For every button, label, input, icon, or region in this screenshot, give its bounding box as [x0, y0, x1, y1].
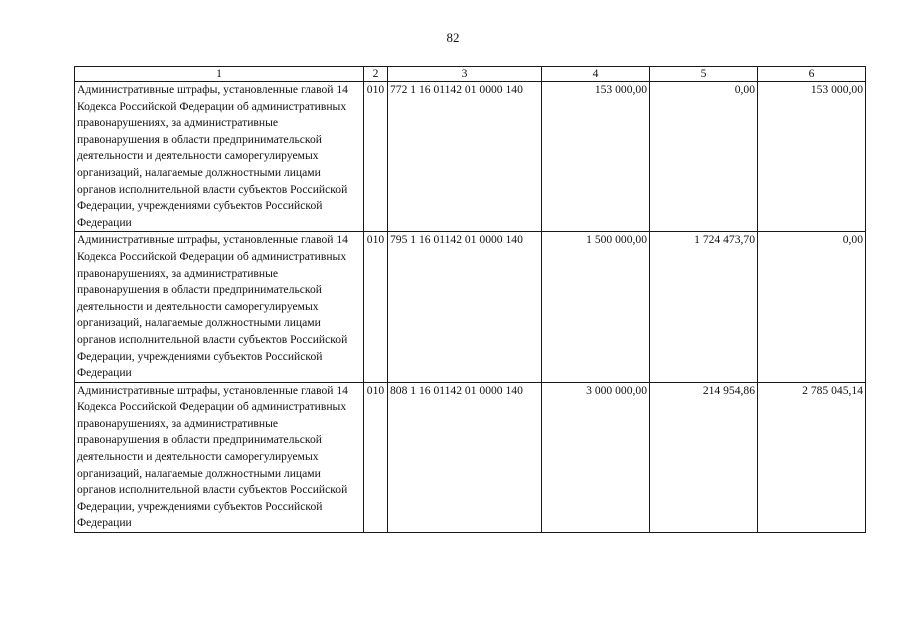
row-description: Административные штрафы, установленные главой 14 Кодекса Российской Федерации об административных правонарушениях, за административные правонарушения в области предпринимательской деятельности и деятельности саморегулируемых организаций, налагаемые должностными лицами органов исполнительной власти субъектов Российской Федерации, учреждениями субъектов Российской Федерации: [75, 82, 364, 232]
row-admin-code: 010: [364, 82, 388, 232]
row-admin-code: 010: [364, 382, 388, 532]
column-header-3: 3: [388, 67, 542, 82]
row-kbk-code: 808 1 16 01142 01 0000 140: [388, 382, 542, 532]
column-number-row: [75, 67, 866, 82]
page-number: 82: [446, 30, 460, 45]
row-admin-code: 010: [364, 232, 388, 382]
column-header-1: 1: [75, 67, 364, 82]
row-unexecuted-amount: 2 785 045,14: [758, 382, 866, 532]
row-approved-amount: 153 000,00: [542, 82, 650, 232]
row-unexecuted-amount: 153 000,00: [758, 82, 866, 232]
row-unexecuted-amount: 0,00: [758, 232, 866, 382]
row-executed-amount: 0,00: [650, 82, 758, 232]
column-header-6: 6: [758, 67, 866, 82]
row-approved-amount: 3 000 000,00: [542, 382, 650, 532]
row-kbk-code: 772 1 16 01142 01 0000 140: [388, 82, 542, 232]
row-description: Административные штрафы, установленные главой 14 Кодекса Российской Федерации об административных правонарушениях, за административные правонарушения в области предпринимательской деятельности и деятельности саморегулируемых организаций, налагаемые должностными лицами органов исполнительной власти субъектов Российской Федерации, учреждениями субъектов Российской Федерации: [75, 382, 364, 532]
table-row: [75, 232, 866, 382]
row-executed-amount: 1 724 473,70: [650, 232, 758, 382]
row-kbk-code: 795 1 16 01142 01 0000 140: [388, 232, 542, 382]
budget-table: [74, 66, 866, 533]
column-header-4: 4: [542, 67, 650, 82]
column-header-2: 2: [364, 67, 388, 82]
row-approved-amount: 1 500 000,00: [542, 232, 650, 382]
row-description: Административные штрафы, установленные главой 14 Кодекса Российской Федерации об административных правонарушениях, за административные правонарушения в области предпринимательской деятельности и деятельности саморегулируемых организаций, налагаемые должностными лицами органов исполнительной власти субъектов Российской Федерации, учреждениями субъектов Российской Федерации: [75, 232, 364, 382]
table-row: [75, 382, 866, 532]
table-row: [75, 82, 866, 232]
row-executed-amount: 214 954,86: [650, 382, 758, 532]
column-header-5: 5: [650, 67, 758, 82]
